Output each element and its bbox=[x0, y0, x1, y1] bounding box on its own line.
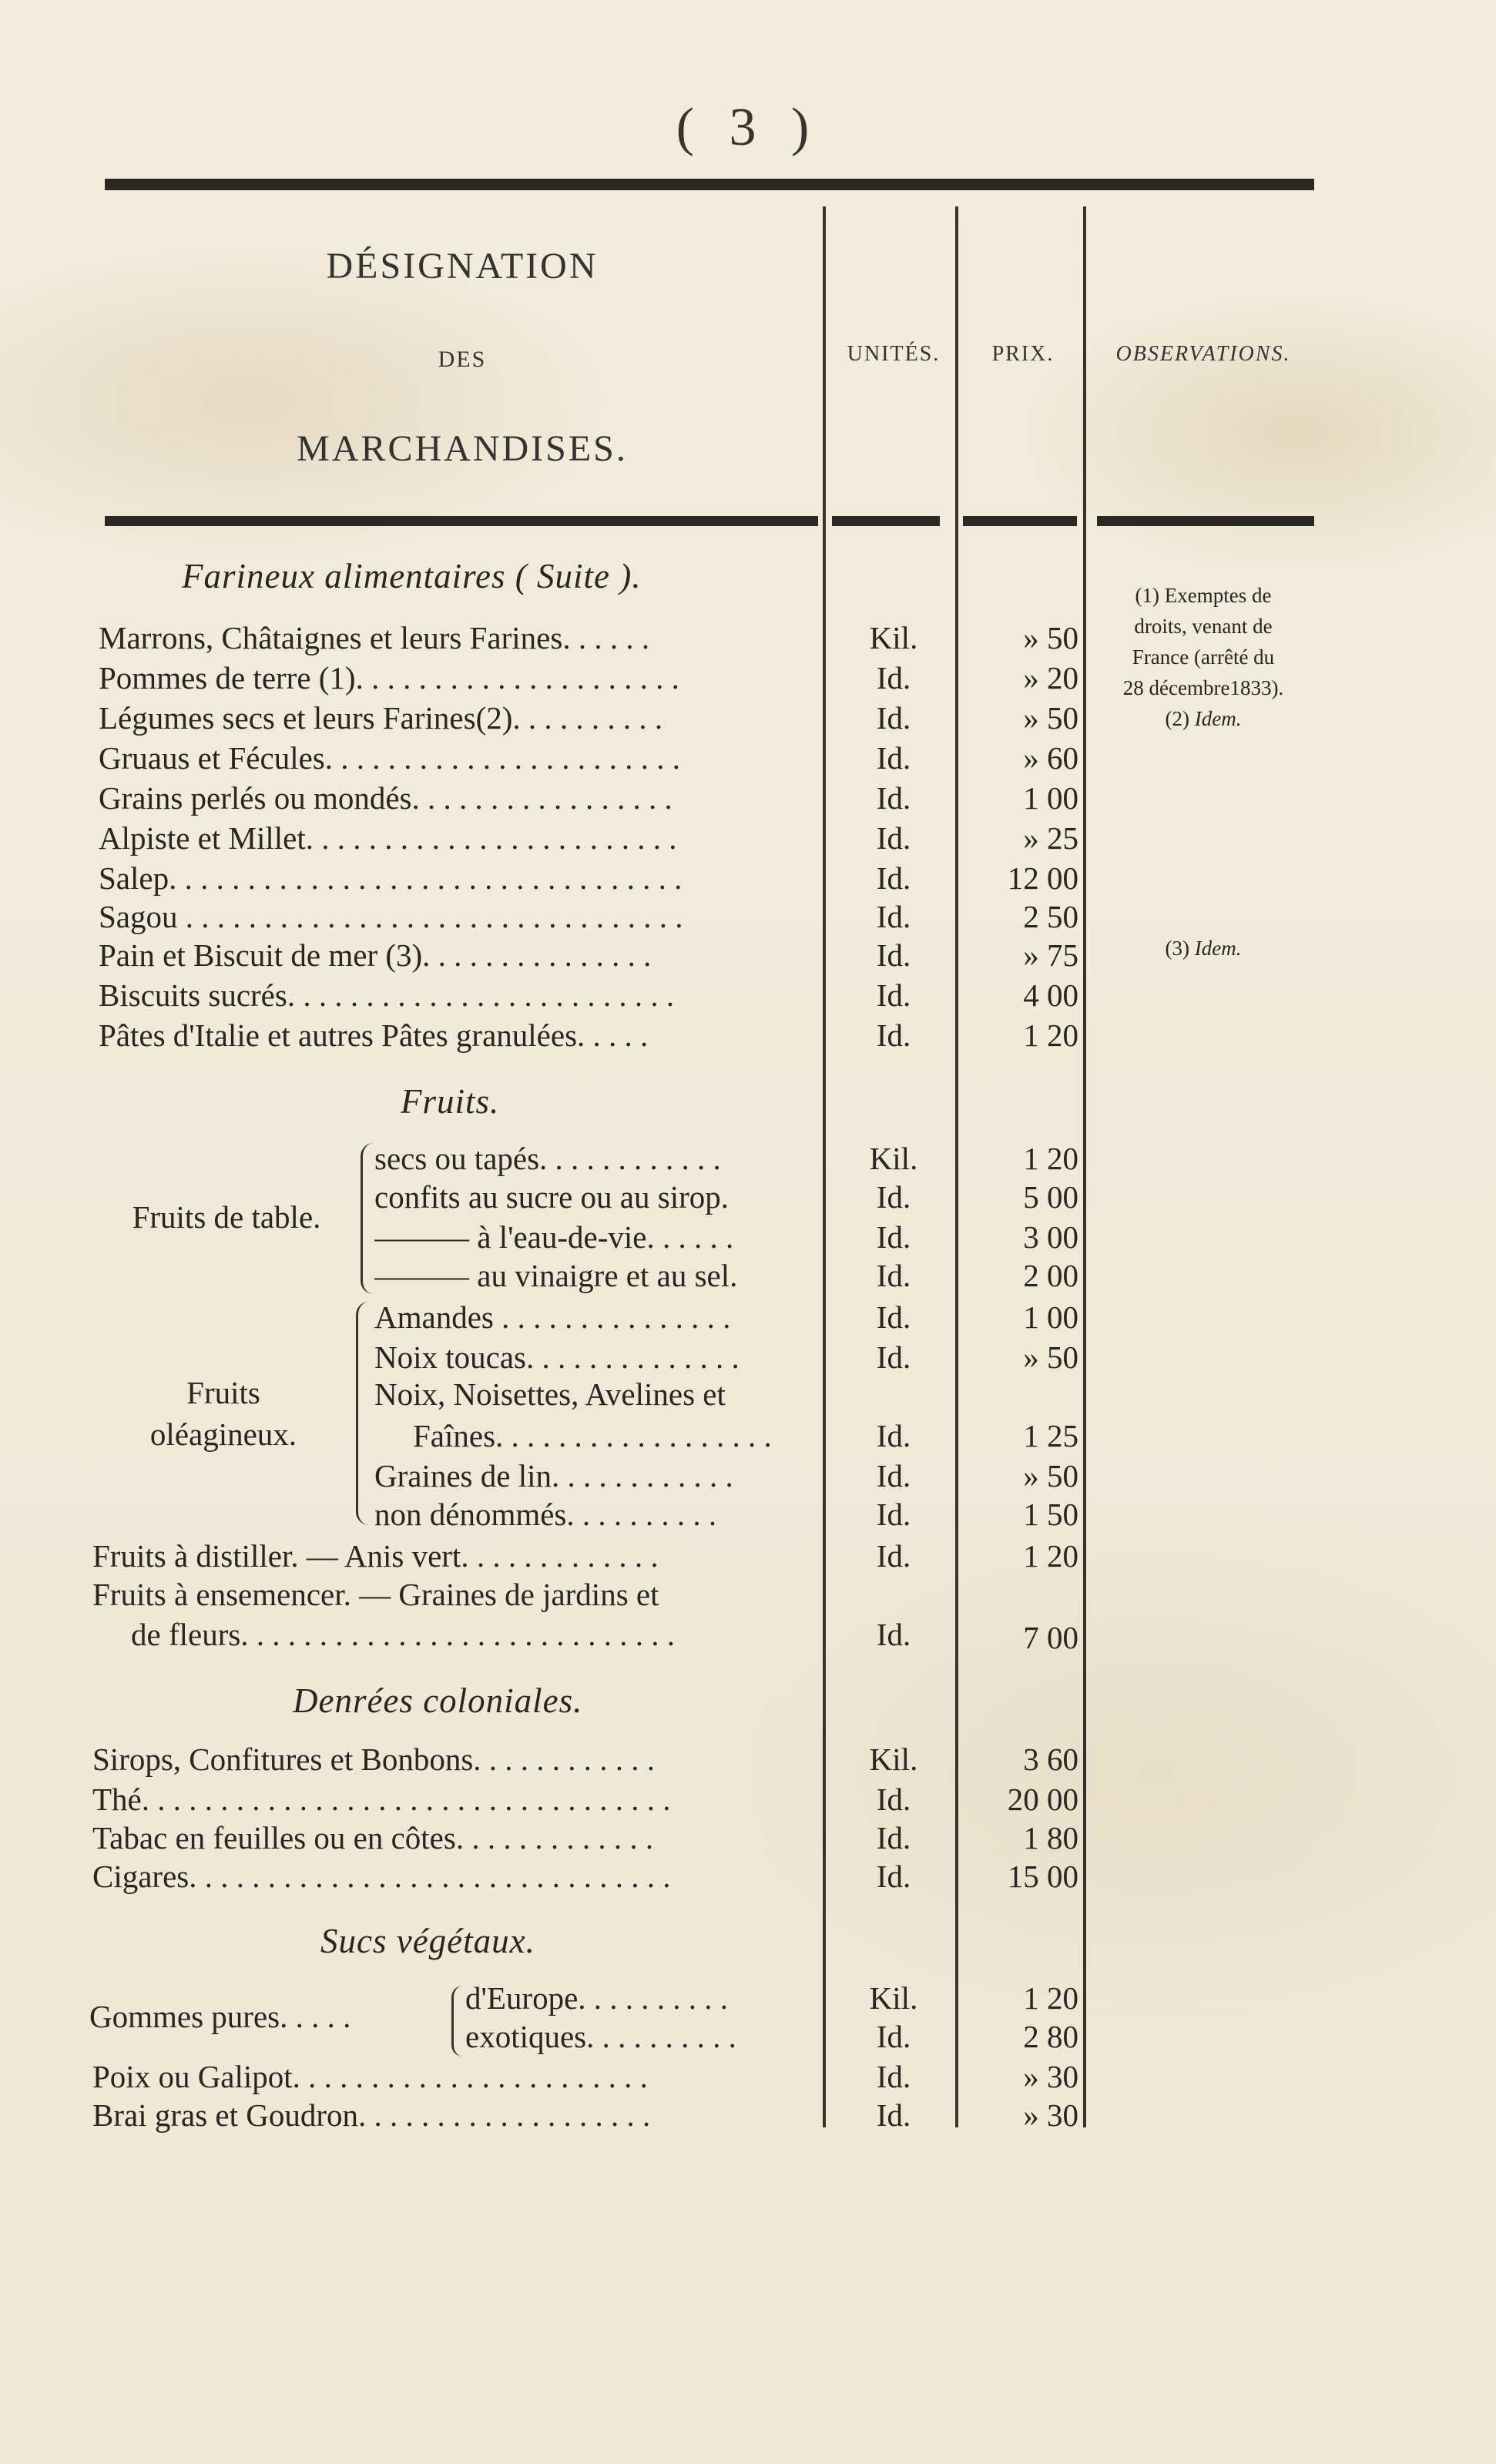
column-divider-prix bbox=[955, 206, 958, 2127]
header-observations: OBSERVATIONS. bbox=[1115, 342, 1291, 366]
table-row-name: Thé. . . . . . . . . . . . . . . . . . . . . . . . . . . . . . . . . . bbox=[92, 1782, 671, 1817]
table-row-unit: Id. bbox=[876, 780, 911, 816]
table-row-name: Noix, Noisettes, Avelines et bbox=[374, 1376, 726, 1412]
header-prix: PRIX. bbox=[991, 342, 1055, 366]
table-row-name: Poix ou Galipot. . . . . . . . . . . . . . . . . . . . . . . bbox=[92, 2059, 648, 2094]
table-row-price: » 30 bbox=[1023, 2097, 1078, 2133]
table-row-price: » 25 bbox=[1023, 820, 1078, 856]
table-row-name: Fruits à ensemencer. — Graines de jardins et bbox=[92, 1577, 659, 1612]
table-row-unit: Id. bbox=[876, 660, 911, 696]
table-row-unit: Id. bbox=[876, 1299, 911, 1335]
table-row-name: Pâtes d'Italie et autres Pâtes granulées. . . . . bbox=[99, 1017, 649, 1053]
table-row-unit: Id. bbox=[876, 937, 911, 973]
note-1-line-4: 28 décembre1833). bbox=[1122, 676, 1284, 699]
table-row-name: Salep. . . . . . . . . . . . . . . . . . . . . . . . . . . . . . . . . bbox=[99, 860, 683, 896]
table-row-name: secs ou tapés. . . . . . . . . . . . bbox=[374, 1141, 721, 1176]
table-row-name: ——— à l'eau-de-vie. . . . . . bbox=[374, 1219, 734, 1255]
table-row-name: non dénommés. . . . . . . . . . bbox=[374, 1497, 717, 1532]
table-row-unit: Id. bbox=[876, 2097, 911, 2133]
note-3 bbox=[1088, 935, 1319, 961]
table-row-price: 7 00 bbox=[1023, 1620, 1078, 1655]
table-row-name: confits au sucre ou au sirop. bbox=[374, 1179, 729, 1215]
top-rule bbox=[105, 179, 1314, 190]
table-row-price: 1 80 bbox=[1023, 1820, 1078, 1856]
table-row-name: Gruaus et Fécules. . . . . . . . . . . . . . . . . . . . . . . bbox=[99, 740, 680, 776]
table-row-price: » 20 bbox=[1023, 660, 1078, 696]
table-row-unit: Id. bbox=[876, 977, 911, 1013]
table-row-price: 2 50 bbox=[1023, 899, 1078, 934]
note-1-line-3: France (arrêté du bbox=[1132, 645, 1275, 669]
table-row-unit: Id. bbox=[876, 2019, 911, 2054]
header-rule-unites bbox=[832, 516, 940, 526]
table-row-price: 2 80 bbox=[1023, 2019, 1078, 2054]
table-row-name: Noix toucas. . . . . . . . . . . . . . bbox=[374, 1339, 740, 1375]
table-row-price: 20 00 bbox=[1007, 1782, 1078, 1817]
header-marchandises: MARCHANDISES. bbox=[297, 428, 628, 469]
table-row-unit: Id. bbox=[876, 1820, 911, 1856]
section-farineux: Farineux alimentaires ( Suite ). bbox=[182, 557, 642, 595]
group-label-fruits-oleagineux-1: Fruits bbox=[186, 1375, 260, 1410]
table-row-unit: Id. bbox=[876, 820, 911, 856]
table-row-unit: Id. bbox=[876, 1258, 911, 1293]
table-row-price: 1 20 bbox=[1023, 1017, 1078, 1053]
table-row-name: Pain et Biscuit de mer (3). . . . . . . . . . . . . . . bbox=[99, 937, 652, 973]
section-fruits: Fruits. bbox=[401, 1082, 500, 1121]
table-row-price: » 75 bbox=[1023, 937, 1078, 973]
table-row-price: 1 00 bbox=[1023, 1299, 1078, 1335]
table-row-unit: Id. bbox=[876, 1782, 911, 1817]
table-row-unit: Id. bbox=[876, 1458, 911, 1493]
table-row-name: Amandes . . . . . . . . . . . . . . . bbox=[374, 1299, 731, 1335]
note-1-line-1: (1) Exemptes de bbox=[1135, 584, 1272, 607]
page-number: ( 3 ) bbox=[676, 98, 820, 157]
table-row-unit: Id. bbox=[876, 1339, 911, 1375]
table-row-price: » 50 bbox=[1023, 1339, 1078, 1375]
table-row-price: 15 00 bbox=[1007, 1859, 1078, 1894]
section-sucs-vegetaux: Sucs végétaux. bbox=[320, 1922, 535, 1960]
table-row-unit: Id. bbox=[876, 1418, 911, 1453]
table-row-name: Brai gras et Goudron. . . . . . . . . . . . . . . . . . . bbox=[92, 2097, 651, 2133]
column-divider-unites bbox=[823, 206, 826, 2127]
table-row-price: 3 00 bbox=[1023, 1219, 1078, 1255]
table-row-price: 3 60 bbox=[1023, 1742, 1078, 1777]
table-row-unit: Id. bbox=[876, 1017, 911, 1053]
table-row-name: Sagou . . . . . . . . . . . . . . . . . . . . . . . . . . . . . . . . bbox=[99, 899, 683, 934]
table-row-price: » 50 bbox=[1023, 1458, 1078, 1493]
table-row-price: 1 25 bbox=[1023, 1418, 1078, 1453]
table-row-name: exotiques. . . . . . . . . . bbox=[465, 2019, 736, 2054]
table-row-unit: Id. bbox=[876, 1497, 911, 1532]
table-row-price: » 50 bbox=[1023, 620, 1078, 655]
note-2-text: Idem. bbox=[1194, 707, 1242, 730]
header-rule-prix bbox=[963, 516, 1077, 526]
note-3-text: Idem. bbox=[1194, 937, 1242, 960]
brace-fruits-oleagineux bbox=[356, 1302, 369, 1525]
group-label-fruits-oleagineux-2: oléagineux. bbox=[149, 1416, 297, 1452]
table-row-name: Alpiste et Millet. . . . . . . . . . . . . . . . . . . . . . . . bbox=[99, 820, 677, 856]
section-denrees-coloniales: Denrées coloniales. bbox=[293, 1681, 583, 1720]
table-row-unit: Kil. bbox=[869, 620, 918, 655]
table-row-unit: Id. bbox=[876, 1538, 911, 1574]
table-row-name: Marrons, Châtaignes et leurs Farines. . . . . . bbox=[99, 620, 650, 655]
table-row-unit: Id. bbox=[876, 1859, 911, 1894]
table-row-unit: Id. bbox=[876, 899, 911, 934]
table-row-price: 12 00 bbox=[1007, 860, 1078, 896]
table-row-price: 5 00 bbox=[1023, 1179, 1078, 1215]
table-row-price: » 30 bbox=[1023, 2059, 1078, 2094]
table-row-price: 4 00 bbox=[1023, 977, 1078, 1013]
header-rule-designation bbox=[105, 516, 818, 526]
table-row-name: Sirops, Confitures et Bonbons. . . . . . . . . . . . bbox=[92, 1742, 656, 1777]
column-divider-observations bbox=[1083, 206, 1086, 2127]
table-row-price: 1 20 bbox=[1023, 1538, 1078, 1574]
table-row-name: ——— au vinaigre et au sel. bbox=[374, 1258, 738, 1293]
table-row-price: » 60 bbox=[1023, 740, 1078, 776]
table-row-price: 1 20 bbox=[1023, 1980, 1078, 2016]
table-row-unit: Id. bbox=[876, 1617, 911, 1652]
table-row-price: » 50 bbox=[1023, 700, 1078, 736]
header-rule-observations bbox=[1097, 516, 1314, 526]
table-row-price: 1 50 bbox=[1023, 1497, 1078, 1532]
table-row-price: 1 20 bbox=[1023, 1141, 1078, 1176]
table-row-unit: Id. bbox=[876, 860, 911, 896]
table-row-name: Cigares. . . . . . . . . . . . . . . . . . . . . . . . . . . . . . . bbox=[92, 1859, 671, 1894]
table-row-name: d'Europe. . . . . . . . . . bbox=[465, 1980, 729, 2016]
brace-fruits-de-table bbox=[361, 1143, 374, 1294]
note-1-line-2: droits, venant de bbox=[1134, 615, 1273, 638]
table-row-unit: Id. bbox=[876, 740, 911, 776]
header-designation: DÉSIGNATION bbox=[326, 246, 599, 287]
note-3-number: (3) bbox=[1165, 937, 1189, 960]
table-row-name: Faînes. . . . . . . . . . . . . . . . . . bbox=[413, 1418, 772, 1453]
table-row-name: Tabac en feuilles ou en côtes. . . . . . . . . . . . . bbox=[92, 1820, 654, 1856]
brace-gommes-pures bbox=[451, 1986, 463, 2057]
table-row-name: Biscuits sucrés. . . . . . . . . . . . . . . . . . . . . . . . . bbox=[99, 977, 675, 1013]
header-unites: UNITÉS. bbox=[847, 342, 941, 366]
table-row-name: Pommes de terre (1). . . . . . . . . . . . . . . . . . . . . bbox=[99, 660, 679, 696]
table-row-price: 1 00 bbox=[1023, 780, 1078, 816]
table-row-name: Fruits à distiller. — Anis vert. . . . . . . . . . . . . bbox=[92, 1538, 659, 1574]
table-row-unit: Kil. bbox=[869, 1141, 918, 1176]
table-row-price: 2 00 bbox=[1023, 1258, 1078, 1293]
note-2 bbox=[1088, 706, 1319, 732]
header-des: DES bbox=[438, 347, 487, 372]
table-row-name: Légumes secs et leurs Farines(2). . . . . . . . . . bbox=[99, 700, 663, 736]
table-row-name: de fleurs. . . . . . . . . . . . . . . . . . . . . . . . . . . . bbox=[131, 1617, 676, 1652]
table-row-unit: Id. bbox=[876, 1219, 911, 1255]
table-row-unit: Kil. bbox=[869, 1742, 918, 1777]
table-row-unit: Id. bbox=[876, 700, 911, 736]
table-row-unit: Id. bbox=[876, 1179, 911, 1215]
group-label-gommes-pures: Gommes pures. . . . . bbox=[89, 1999, 351, 2034]
table-row-name: Grains perlés ou mondés. . . . . . . . . . . . . . . . . bbox=[99, 780, 673, 816]
group-label-fruits-de-table: Fruits de table. bbox=[132, 1199, 321, 1235]
table-row-unit: Id. bbox=[876, 2059, 911, 2094]
table-row-name: Graines de lin. . . . . . . . . . . . bbox=[374, 1458, 733, 1493]
table-row-unit: Kil. bbox=[869, 1980, 918, 2016]
note-2-number: (2) bbox=[1165, 707, 1189, 730]
